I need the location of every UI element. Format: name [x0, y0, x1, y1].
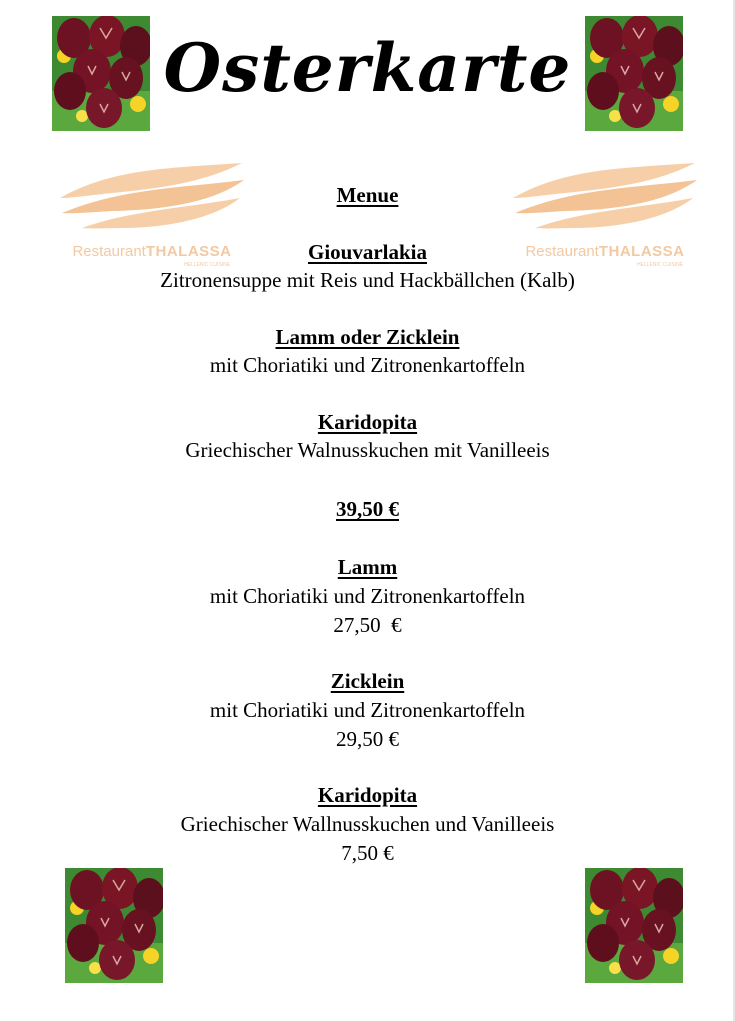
- logo-wordmark: RestaurantTHALASSA: [72, 243, 232, 260]
- item-description: mit Choriatiki und Zitronenkartoffeln: [209, 584, 526, 608]
- item-name: Lamm: [337, 555, 398, 579]
- logo-tagline: HELLENIC CUISINE: [183, 262, 231, 268]
- course-description: Griechischer Walnusskuchen mit Vanilleeis: [185, 438, 550, 462]
- item-description: Griechischer Wallnusskuchen und Vanilleeis: [180, 812, 555, 836]
- item-price: 7,50 €: [341, 841, 394, 865]
- item-description: mit Choriatiki und Zitronenkartoffeln: [209, 698, 526, 722]
- course-description: mit Choriatiki und Zitronenkartoffeln: [209, 353, 526, 377]
- easter-eggs-image-top-right: [585, 16, 683, 131]
- item-price: 27,50 €: [333, 613, 402, 637]
- course-name: Lamm oder Zicklein: [275, 325, 460, 349]
- easter-eggs-image-bottom-left: [65, 868, 163, 983]
- page-title: Osterkarte: [163, 29, 572, 107]
- item-name: Karidopita: [317, 783, 418, 807]
- easter-eggs-image-bottom-right: [585, 868, 683, 983]
- item-name: Zicklein: [330, 669, 405, 693]
- course-description: Zitronensuppe mit Reis und Hackbällchen (Kalb): [160, 268, 575, 292]
- item-price: 29,50 €: [336, 727, 399, 751]
- course-name: Karidopita: [317, 410, 418, 434]
- menu-heading: Menue: [336, 183, 399, 207]
- logo-tagline: HELLENIC CUISINE: [636, 262, 684, 268]
- logo-wordmark: RestaurantTHALASSA: [525, 243, 685, 260]
- menu-price: 39,50 €: [336, 497, 399, 521]
- easter-eggs-image-top-left: [52, 16, 150, 131]
- course-name: Giouvarlakia: [307, 240, 428, 264]
